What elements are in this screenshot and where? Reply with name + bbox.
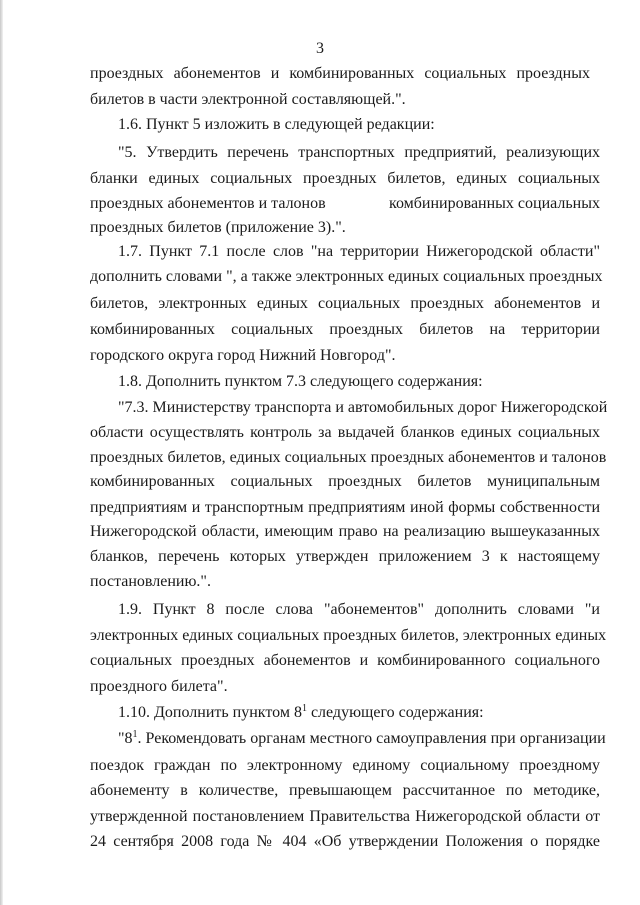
text-line: социальных проездных абонементов и комбинированного социального — [90, 652, 600, 669]
text-line: проездного билета". — [90, 678, 228, 695]
text-line: утвержденной постановлением Правительства Нижегородской области от — [90, 808, 600, 825]
text-line: Нижегородской области, имеющим право на реализацию вышеуказанных — [90, 523, 600, 540]
text-line: постановлению.". — [90, 573, 211, 590]
page-edge-shadow — [0, 0, 3, 905]
superscript: 1 — [132, 729, 138, 740]
text-line: предприятиям и транспортным предприятиям иной формы собственности — [90, 499, 600, 516]
text-line: проездных абонементов и талонов — [90, 195, 326, 212]
superscript: 1 — [301, 703, 307, 714]
text-line: 24 сентября 2008 года № 404 «Об утверждении Положения о порядке — [90, 833, 600, 850]
text-line: "5. Утвердить перечень транспортных предприятий, реализующих — [118, 144, 600, 161]
text-line: бланки единых социальных проездных билетов, единых социальных — [90, 170, 600, 187]
text-line: городского округа город Нижний Новгород". — [90, 347, 396, 364]
paragraph-heading-1-6: 1.6. Пункт 5 изложить в следующей редакции: — [118, 116, 435, 133]
page-number: 3 — [316, 40, 324, 57]
paragraph-heading-1-9: 1.9. Пункт 8 после слова "абонементов" дополнить словами "и — [118, 601, 600, 618]
paragraph-heading-1-7: 1.7. Пункт 7.1 после слов "на территории Нижегородской области" — [118, 243, 600, 260]
text-line: "7.3. Министерству транспорта и автомобильных дорог Нижегородской — [118, 399, 608, 416]
text-line: бланков, перечень которых утвержден приложением 3 к настоящему — [90, 548, 600, 565]
text-line — [118, 729, 606, 749]
text-line: проездных билетов (приложение 3).". — [90, 219, 346, 236]
text-line: поездок граждан по электронному единому социальному проездному — [90, 757, 600, 774]
text-line: электронных единых социальных проездных билетов, электронных единых — [90, 627, 607, 644]
paragraph-heading-1-10 — [118, 703, 484, 723]
text-line: области осуществлять контроль за выдачей бланков единых социальных — [90, 424, 600, 441]
text-line: билетов в части электронной составляющей.". — [90, 91, 406, 108]
text-line: комбинированных социальных проездных билетов на территории — [90, 321, 600, 338]
text-span: следующего содержания: — [306, 704, 484, 721]
text-line: абонементу в количестве, превышающем рассчитанное по методике, — [90, 782, 600, 799]
text-line: дополнить словами ", а также электронных единых социальных проездных — [90, 268, 603, 285]
paragraph-heading-1-8: 1.8. Дополнить пунктом 7.3 следующего содержания: — [118, 373, 483, 390]
text-line: комбинированных социальных — [389, 195, 600, 212]
text-line: билетов, электронных единых социальных проездных абонементов и — [90, 295, 600, 312]
text-line: комбинированных социальных проездных билетов муниципальным — [90, 473, 600, 490]
text-line: проездных абонементов и комбинированных социальных проездных — [90, 65, 590, 82]
text-line: проездных билетов, единых социальных проездных абонементов и талонов — [90, 449, 607, 466]
text-span: "8 — [118, 730, 133, 747]
text-span: . Рекомендовать органам местного самоуправления при организации — [137, 730, 606, 747]
text-span: 1.10. Дополнить пунктом 8 — [118, 704, 302, 721]
